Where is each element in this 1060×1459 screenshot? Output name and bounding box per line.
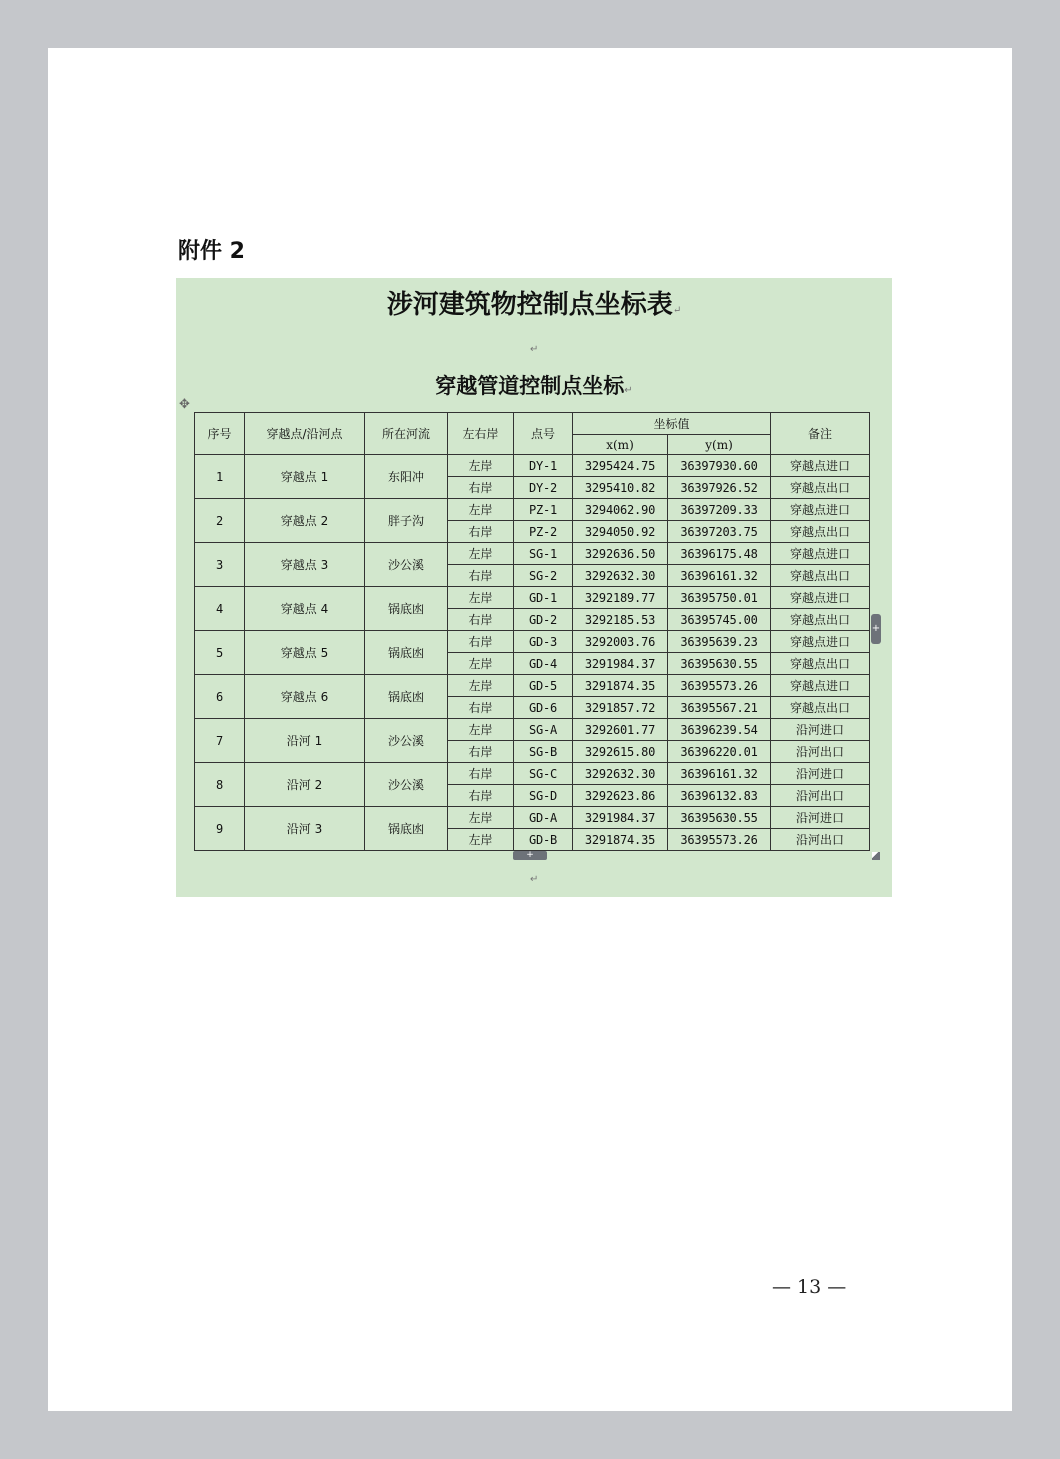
cell-river: 锅底凼 — [365, 675, 448, 719]
cell-note: 穿越点出口 — [771, 521, 870, 543]
cell-river: 东阳冲 — [365, 455, 448, 499]
cell-x: 3292615.80 — [573, 741, 668, 763]
cell-x: 3292632.30 — [573, 763, 668, 785]
cell-bank: 右岸 — [448, 477, 514, 499]
cell-x: 3291984.37 — [573, 653, 668, 675]
cell-point-name: 穿越点 5 — [245, 631, 365, 675]
cell-bank: 左岸 — [448, 719, 514, 741]
header-y: y(m) — [668, 435, 771, 455]
cell-x: 3291857.72 — [573, 697, 668, 719]
paragraph-mark: ↵ — [624, 385, 633, 396]
cell-y: 36397930.60 — [668, 455, 771, 477]
cell-y: 36395639.23 — [668, 631, 771, 653]
header-note: 备注 — [771, 413, 870, 455]
table-add-row-icon[interactable]: + — [513, 851, 547, 860]
cell-y: 36397203.75 — [668, 521, 771, 543]
cell-code: SG-A — [514, 719, 573, 741]
cell-point-name: 沿河 3 — [245, 807, 365, 851]
cell-x: 3292636.50 — [573, 543, 668, 565]
cell-bank: 左岸 — [448, 653, 514, 675]
header-x: x(m) — [573, 435, 668, 455]
table-row — [195, 587, 870, 609]
cell-y: 36396220.01 — [668, 741, 771, 763]
cell-code: SG-2 — [514, 565, 573, 587]
cell-y: 36397209.33 — [668, 499, 771, 521]
cell-note: 穿越点进口 — [771, 675, 870, 697]
table-row — [195, 719, 870, 741]
cell-x: 3294062.90 — [573, 499, 668, 521]
table-side-insert-icon[interactable]: + — [871, 614, 881, 644]
cell-note: 沿河出口 — [771, 741, 870, 763]
cell-river: 锅底凼 — [365, 631, 448, 675]
cell-note: 穿越点出口 — [771, 477, 870, 499]
table-move-handle-icon[interactable]: ✥ — [179, 397, 190, 412]
cell-y: 36396161.32 — [668, 763, 771, 785]
cell-river: 沙公溪 — [365, 763, 448, 807]
cell-bank: 右岸 — [448, 565, 514, 587]
cell-seq: 4 — [195, 587, 245, 631]
cell-seq: 2 — [195, 499, 245, 543]
cell-x: 3295410.82 — [573, 477, 668, 499]
cell-bank: 左岸 — [448, 675, 514, 697]
cell-seq: 8 — [195, 763, 245, 807]
table-resize-icon[interactable] — [872, 852, 880, 860]
cell-note: 穿越点进口 — [771, 631, 870, 653]
cell-y: 36397926.52 — [668, 477, 771, 499]
cell-point-name: 穿越点 4 — [245, 587, 365, 631]
cell-x: 3292003.76 — [573, 631, 668, 653]
cell-code: GD-3 — [514, 631, 573, 653]
cell-bank: 左岸 — [448, 807, 514, 829]
cell-note: 穿越点进口 — [771, 543, 870, 565]
cell-note: 穿越点进口 — [771, 587, 870, 609]
cell-point-name: 穿越点 2 — [245, 499, 365, 543]
cell-seq: 1 — [195, 455, 245, 499]
page-number: — 13 — — [772, 1276, 847, 1298]
cell-y: 36395630.55 — [668, 653, 771, 675]
table-frame — [176, 278, 892, 897]
cell-code: SG-C — [514, 763, 573, 785]
table-row — [195, 543, 870, 565]
cell-y: 36395573.26 — [668, 675, 771, 697]
cell-river: 沙公溪 — [365, 543, 448, 587]
cell-note: 沿河进口 — [771, 719, 870, 741]
cell-code: PZ-2 — [514, 521, 573, 543]
cell-note: 穿越点出口 — [771, 609, 870, 631]
cell-code: PZ-1 — [514, 499, 573, 521]
cell-x: 3291874.35 — [573, 675, 668, 697]
cell-point-name: 穿越点 6 — [245, 675, 365, 719]
cell-code: GD-4 — [514, 653, 573, 675]
cell-bank: 左岸 — [448, 499, 514, 521]
cell-bank: 左岸 — [448, 829, 514, 851]
cell-seq: 3 — [195, 543, 245, 587]
cell-x: 3292189.77 — [573, 587, 668, 609]
cell-y: 36395745.00 — [668, 609, 771, 631]
subtitle-text: 穿越管道控制点坐标 — [435, 374, 625, 398]
cell-y: 36395630.55 — [668, 807, 771, 829]
cell-code: GD-2 — [514, 609, 573, 631]
cell-point-name: 穿越点 1 — [245, 455, 365, 499]
cell-bank: 左岸 — [448, 543, 514, 565]
cell-y: 36395567.21 — [668, 697, 771, 719]
attachment-label: 附件 2 — [178, 239, 245, 264]
cell-code: SG-B — [514, 741, 573, 763]
cell-river: 胖子沟 — [365, 499, 448, 543]
cell-x: 3292632.30 — [573, 565, 668, 587]
header-river: 所在河流 — [365, 413, 448, 455]
paragraph-mark: ↵ — [530, 874, 539, 885]
cell-bank: 右岸 — [448, 741, 514, 763]
coordinate-table — [194, 412, 870, 851]
table-row — [195, 675, 870, 697]
cell-code: SG-1 — [514, 543, 573, 565]
cell-code: GD-5 — [514, 675, 573, 697]
table-row — [195, 499, 870, 521]
cell-point-name: 沿河 1 — [245, 719, 365, 763]
table-row — [195, 455, 870, 477]
cell-code: DY-1 — [514, 455, 573, 477]
cell-seq: 7 — [195, 719, 245, 763]
header-bank: 左右岸 — [448, 413, 514, 455]
cell-river: 锅底凼 — [365, 807, 448, 851]
table-row — [195, 631, 870, 653]
cell-code: SG-D — [514, 785, 573, 807]
cell-x: 3292185.53 — [573, 609, 668, 631]
cell-y: 36395573.26 — [668, 829, 771, 851]
cell-bank: 右岸 — [448, 521, 514, 543]
cell-x: 3292601.77 — [573, 719, 668, 741]
cell-code: GD-A — [514, 807, 573, 829]
cell-bank: 左岸 — [448, 455, 514, 477]
cell-seq: 5 — [195, 631, 245, 675]
cell-y: 36396132.83 — [668, 785, 771, 807]
table-row — [195, 763, 870, 785]
cell-point-name: 沿河 2 — [245, 763, 365, 807]
cell-bank: 右岸 — [448, 785, 514, 807]
cell-note: 沿河出口 — [771, 829, 870, 851]
cell-code: GD-1 — [514, 587, 573, 609]
cell-note: 穿越点出口 — [771, 565, 870, 587]
cell-bank: 右岸 — [448, 763, 514, 785]
cell-river: 沙公溪 — [365, 719, 448, 763]
cell-y: 36396239.54 — [668, 719, 771, 741]
cell-code: GD-B — [514, 829, 573, 851]
cell-x: 3295424.75 — [573, 455, 668, 477]
cell-seq: 9 — [195, 807, 245, 851]
cell-bank: 右岸 — [448, 609, 514, 631]
header-code: 点号 — [514, 413, 573, 455]
header-seq: 序号 — [195, 413, 245, 455]
cell-note: 沿河进口 — [771, 763, 870, 785]
cell-y: 36396175.48 — [668, 543, 771, 565]
table-subtitle — [176, 370, 892, 400]
cell-code: DY-2 — [514, 477, 573, 499]
cell-bank: 左岸 — [448, 587, 514, 609]
document-title — [176, 284, 892, 321]
cell-note: 沿河进口 — [771, 807, 870, 829]
cell-note: 穿越点出口 — [771, 653, 870, 675]
cell-x: 3294050.92 — [573, 521, 668, 543]
cell-seq: 6 — [195, 675, 245, 719]
cell-bank: 右岸 — [448, 697, 514, 719]
cell-river: 锅底凼 — [365, 587, 448, 631]
cell-y: 36396161.32 — [668, 565, 771, 587]
cell-x: 3291984.37 — [573, 807, 668, 829]
paragraph-mark: ↵ — [672, 305, 682, 316]
title-text: 涉河建筑物控制点坐标表 — [386, 290, 673, 320]
cell-note: 沿河出口 — [771, 785, 870, 807]
cell-note: 穿越点出口 — [771, 697, 870, 719]
header-point: 穿越点/沿河点 — [245, 413, 365, 455]
cell-code: GD-6 — [514, 697, 573, 719]
paragraph-mark: ↵ — [530, 344, 539, 355]
cell-point-name: 穿越点 3 — [245, 543, 365, 587]
document-page — [48, 48, 1012, 1411]
cell-note: 穿越点进口 — [771, 455, 870, 477]
cell-y: 36395750.01 — [668, 587, 771, 609]
table-row — [195, 807, 870, 829]
cell-bank: 右岸 — [448, 631, 514, 653]
cell-x: 3292623.86 — [573, 785, 668, 807]
cell-note: 穿越点进口 — [771, 499, 870, 521]
header-coord: 坐标值 — [573, 413, 771, 435]
cell-x: 3291874.35 — [573, 829, 668, 851]
